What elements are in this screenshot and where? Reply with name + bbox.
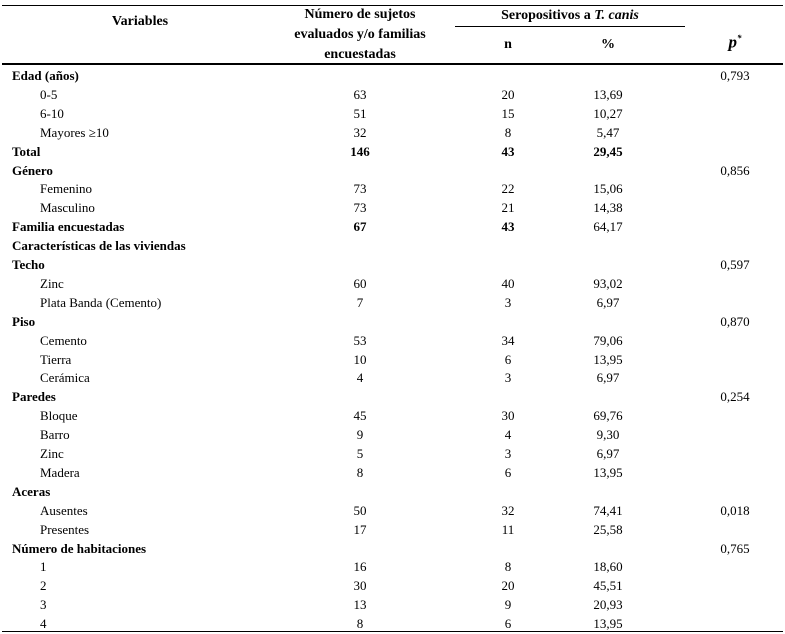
row-seropositive-percent: 6,97: [596, 446, 620, 461]
row-label: Edad (años): [12, 68, 79, 83]
row-seropositive-n: 40: [501, 275, 515, 291]
row-label: 3: [40, 597, 47, 613]
row-seropositive-percent: 15,06: [593, 181, 623, 197]
row-seropositive-n: 43: [501, 219, 515, 235]
row-total-count: 73: [353, 181, 367, 197]
row-seropositive-n: 6: [504, 351, 512, 367]
header-variables: Variables: [111, 14, 169, 29]
row-label: 2: [40, 578, 47, 594]
header-number-line3: encuestadas: [324, 47, 396, 62]
row-p-value: 0,793: [720, 68, 750, 83]
row-total-count: 7: [356, 294, 364, 310]
row-label: 4: [40, 616, 47, 632]
row-seropositive-n: 6: [504, 464, 512, 480]
row-seropositive-percent: 18,60: [593, 559, 623, 575]
header-percent: %: [601, 37, 615, 52]
table-row: [0, 142, 785, 161]
row-label: Aceras: [12, 483, 51, 499]
row-total-count: 17: [353, 521, 367, 537]
row-label: Barro: [40, 427, 70, 443]
row-label: Ausentes: [40, 502, 88, 518]
row-total-count: 73: [353, 200, 367, 216]
row-p-value: 0,018: [720, 502, 750, 518]
table-row: [0, 463, 785, 482]
bottom-rule: [2, 631, 783, 632]
row-label: Presentes: [40, 521, 90, 537]
row-seropositive-n: 8: [504, 559, 512, 575]
row-seropositive-n: 11: [501, 521, 515, 537]
header-p: [690, 28, 780, 53]
row-label: Paredes: [12, 389, 56, 405]
row-label: 6-10: [40, 105, 64, 121]
row-seropositive-n: 4: [504, 427, 512, 443]
row-total-count: 146: [350, 143, 370, 159]
row-label: Cerámica: [40, 370, 90, 386]
table-row: [0, 104, 785, 123]
row-total-count: 9: [356, 427, 364, 443]
row-seropositive-n: 32: [501, 502, 515, 518]
table-row: [0, 85, 785, 104]
row-total-count: 53: [353, 332, 367, 348]
table-row: [0, 539, 785, 558]
table-row: [0, 217, 785, 236]
row-seropositive-percent: 74,41: [593, 502, 623, 518]
row-seropositive-n: 30: [501, 408, 515, 424]
row-label: Masculino: [40, 200, 95, 216]
table-row: [0, 236, 785, 255]
table-row: [0, 274, 785, 293]
row-seropositive-n: 21: [501, 200, 515, 216]
header-seropositive: [455, 6, 685, 26]
row-seropositive-percent: 6,97: [596, 294, 620, 310]
row-seropositive-n: 22: [501, 181, 515, 197]
row-p-value: 0,597: [720, 257, 750, 272]
table-row: [0, 161, 785, 180]
header-seropositive-text: Seropositivos a: [501, 8, 595, 23]
row-seropositive-n: 20: [501, 578, 515, 594]
row-seropositive-n: 15: [501, 105, 515, 121]
row-label: Cemento: [40, 332, 87, 348]
row-label: Bloque: [40, 408, 78, 424]
row-seropositive-n: 8: [504, 124, 512, 140]
header-rule: [2, 63, 783, 65]
row-label: Zinc: [40, 446, 64, 461]
row-label: Plata Banda (Cemento): [40, 294, 162, 310]
header-p-letter: p: [728, 32, 737, 52]
row-total-count: 67: [353, 219, 367, 235]
row-total-count: 8: [356, 464, 364, 480]
row-seropositive-percent: 6,97: [596, 370, 620, 386]
row-label: 1: [40, 559, 47, 575]
row-seropositive-n: 34: [501, 332, 515, 348]
table-row: [0, 557, 785, 576]
row-total-count: 8: [356, 616, 364, 632]
row-seropositive-percent: 29,45: [593, 143, 623, 159]
row-seropositive-percent: 13,69: [593, 86, 623, 102]
row-seropositive-percent: 13,95: [593, 351, 623, 367]
header-number-line2: evaluados y/o familias: [294, 27, 426, 42]
row-p-value: 0,870: [720, 313, 750, 329]
row-seropositive-percent: 13,95: [593, 464, 623, 480]
row-label: Familia encuestadas: [12, 219, 125, 235]
row-label: Femenino: [40, 181, 92, 197]
table-row: [0, 444, 785, 463]
row-label: Techo: [12, 257, 45, 272]
table-row: [0, 123, 785, 142]
row-label: Madera: [40, 464, 80, 480]
row-p-value: 0,254: [720, 389, 750, 405]
table-row: [0, 179, 785, 198]
row-p-value: 0,765: [720, 540, 750, 556]
row-seropositive-percent: 10,27: [593, 105, 623, 121]
row-seropositive-percent: 13,95: [593, 616, 623, 632]
row-total-count: 50: [353, 502, 367, 518]
row-seropositive-n: 43: [501, 143, 515, 159]
row-p-value: 0,856: [720, 162, 750, 178]
row-seropositive-percent: 5,47: [596, 124, 620, 140]
row-seropositive-n: 3: [504, 446, 512, 461]
table-row: [0, 425, 785, 444]
row-seropositive-percent: 79,06: [593, 332, 623, 348]
row-total-count: 45: [353, 408, 367, 424]
header-n: n: [504, 37, 512, 52]
header-p-sup: *: [737, 33, 742, 43]
row-label: 0-5: [40, 86, 58, 102]
table-row: [0, 255, 785, 274]
table-row: [0, 576, 785, 595]
row-seropositive-percent: 45,51: [593, 578, 623, 594]
row-seropositive-percent: 14,38: [593, 200, 623, 216]
row-total-count: 5: [356, 446, 364, 461]
row-total-count: 63: [353, 86, 367, 102]
table-row: [0, 501, 785, 520]
row-label: Género: [12, 162, 53, 178]
row-seropositive-percent: 25,58: [593, 521, 623, 537]
table-row: [0, 331, 785, 350]
row-seropositive-n: 3: [504, 294, 512, 310]
row-total-count: 10: [353, 351, 367, 367]
row-total-count: 13: [353, 597, 367, 613]
row-total-count: 32: [353, 124, 367, 140]
row-total-count: 16: [353, 559, 367, 575]
table-row: [0, 482, 785, 501]
row-seropositive-percent: 9,30: [596, 427, 620, 443]
row-label: Zinc: [40, 275, 64, 291]
row-seropositive-percent: 93,02: [593, 275, 623, 291]
table-row: [0, 293, 785, 312]
table-row: [0, 368, 785, 387]
row-total-count: 51: [353, 105, 367, 121]
row-seropositive-percent: 69,76: [593, 408, 623, 424]
row-total-count: 4: [356, 370, 364, 386]
row-label: Tierra: [40, 351, 72, 367]
table-row: [0, 198, 785, 217]
table-row: [0, 350, 785, 369]
row-seropositive-n: 6: [504, 616, 512, 632]
table-row: [0, 595, 785, 614]
table-row: [0, 520, 785, 539]
table-row: [0, 406, 785, 425]
row-seropositive-percent: 20,93: [593, 597, 623, 613]
row-label: Total: [12, 143, 41, 159]
row-label: Piso: [12, 313, 36, 329]
row-label: Características de las viviendas: [12, 238, 186, 254]
row-label: Mayores ≥10: [40, 124, 109, 140]
table-row: [0, 66, 785, 85]
header-number-line1: Número de sujetos: [304, 7, 416, 22]
table-row: [0, 312, 785, 331]
row-total-count: 60: [353, 275, 367, 291]
seropositive-underline: [455, 26, 685, 27]
row-seropositive-n: 9: [504, 597, 512, 613]
row-total-count: 30: [353, 578, 367, 594]
row-seropositive-n: 3: [504, 370, 512, 386]
row-seropositive-n: 20: [501, 86, 515, 102]
table-row: [0, 387, 785, 406]
header-seropositive-species: T. canis: [594, 8, 639, 23]
row-seropositive-percent: 64,17: [593, 219, 623, 235]
row-label: Número de habitaciones: [12, 540, 147, 556]
